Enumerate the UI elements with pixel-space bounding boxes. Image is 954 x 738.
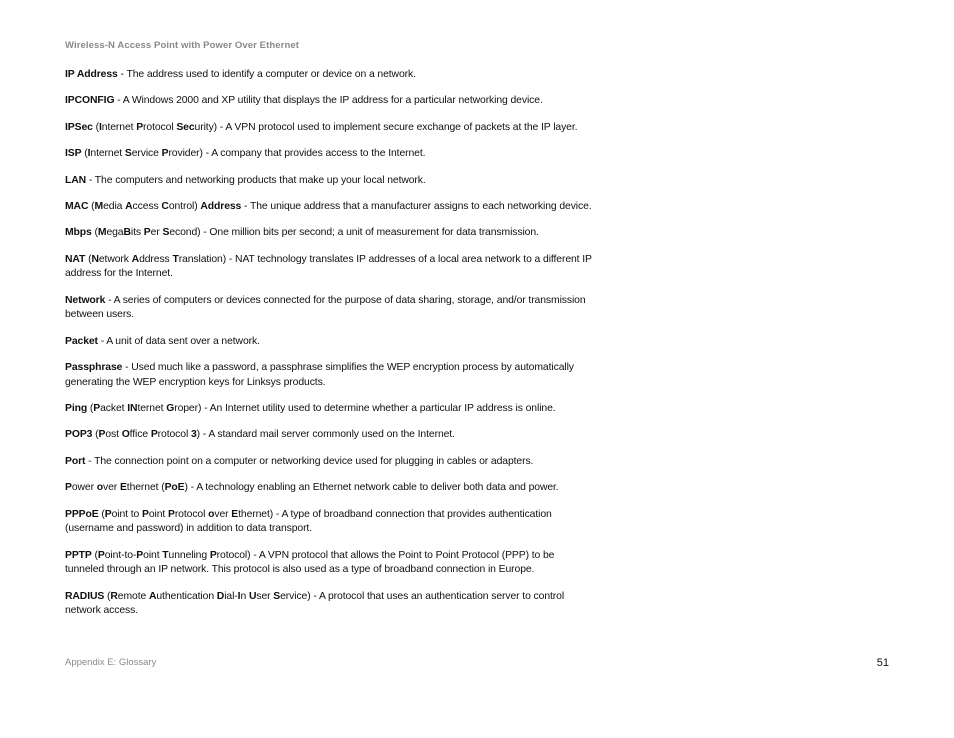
glossary-entry bbox=[65, 253, 595, 282]
glossary-text: econd) - One million bits per second; a unit of measurement for data transmission. bbox=[169, 227, 539, 239]
glossary-entry bbox=[65, 121, 595, 136]
glossary-text: ddress bbox=[139, 253, 173, 265]
glossary-text: rotocol bbox=[157, 429, 191, 441]
glossary-text: oint-to- bbox=[104, 549, 137, 561]
glossary-text: ternet bbox=[137, 403, 167, 415]
glossary-text: ( bbox=[92, 121, 99, 133]
glossary-term-bold: C bbox=[161, 200, 169, 212]
glossary-entry bbox=[65, 549, 595, 578]
glossary-text: n bbox=[240, 590, 249, 602]
glossary-term-bold: P bbox=[141, 508, 149, 520]
glossary-term-bold: Mbps bbox=[65, 227, 92, 239]
glossary-term-bold: T bbox=[172, 253, 179, 265]
glossary-term-bold: D bbox=[216, 590, 225, 602]
glossary-text: thernet ( bbox=[126, 482, 165, 494]
glossary-text: ( bbox=[87, 403, 94, 415]
glossary-entry bbox=[65, 335, 595, 350]
footer-section-title: Appendix E: Glossary bbox=[65, 657, 157, 668]
page-number: 51 bbox=[876, 657, 889, 669]
glossary-entry bbox=[65, 174, 595, 189]
glossary-term-bold: P bbox=[98, 429, 106, 441]
glossary-text: - The connection point on a computer or networking device used for plugging in cables or adapters. bbox=[85, 455, 534, 467]
glossary-text: rovider) - A company that provides access to the Internet. bbox=[168, 148, 426, 160]
glossary-term-bold: P bbox=[136, 121, 144, 133]
glossary-entry bbox=[65, 455, 595, 470]
glossary-text: - Used much like a password, a passphrase simplifies the WEP encryption process by automatically generating the WEP encryption keys for Linksys products. bbox=[65, 362, 574, 388]
glossary-term-bold: PPPoE bbox=[65, 508, 99, 520]
glossary-text: ver bbox=[214, 508, 232, 520]
glossary-entry bbox=[65, 94, 595, 109]
glossary-term-bold: U bbox=[248, 590, 257, 602]
glossary-term-bold: G bbox=[166, 403, 175, 415]
glossary-text: oint bbox=[148, 508, 168, 520]
glossary-text: ( bbox=[81, 148, 88, 160]
glossary-entry bbox=[65, 481, 595, 496]
glossary-term-bold: E bbox=[119, 482, 127, 494]
glossary-text: ervice) - A protocol that uses an authentication server to control network access. bbox=[65, 590, 565, 617]
glossary-term-bold: A bbox=[148, 590, 157, 602]
glossary-term-bold: R bbox=[110, 590, 118, 602]
glossary-text: ( bbox=[98, 508, 105, 520]
glossary-term-bold: Network bbox=[65, 294, 106, 306]
glossary-entry bbox=[65, 68, 595, 83]
glossary-text: ffice bbox=[129, 429, 151, 441]
glossary-term-bold: PoE bbox=[164, 482, 185, 494]
glossary-entry bbox=[65, 428, 595, 443]
glossary-text: unneling bbox=[168, 549, 210, 561]
glossary-term-bold: E bbox=[231, 508, 239, 520]
glossary-text: urity) - A VPN protocol used to implement secure exchange of packets at the IP layer. bbox=[194, 121, 578, 133]
glossary-term-bold: M bbox=[94, 200, 104, 212]
glossary-text: ) - A standard mail server commonly used on the Internet. bbox=[196, 429, 455, 441]
glossary-entry bbox=[65, 294, 595, 323]
glossary-term-bold: P bbox=[104, 508, 112, 520]
glossary-term-bold: M bbox=[97, 227, 107, 239]
glossary-term-bold: P bbox=[150, 429, 158, 441]
glossary-term-bold: P bbox=[93, 403, 101, 415]
glossary-text: ega bbox=[106, 227, 124, 239]
glossary-term-bold: A bbox=[131, 253, 140, 265]
glossary-term-bold: P bbox=[97, 549, 105, 561]
glossary-text: rotocol) - A VPN protocol that allows the Point to Point Protocol (PPP) to be tunneled through an IP network. This protocol is also used as a type of broadband connection in Europe. bbox=[65, 549, 555, 576]
glossary-term-bold: RADIUS bbox=[65, 590, 105, 602]
glossary-text: - The unique address that a manufacturer assigns to each networking device. bbox=[241, 200, 592, 212]
glossary-term-bold: S bbox=[124, 148, 132, 160]
glossary-term-bold: I bbox=[237, 590, 241, 602]
glossary-term-bold: IN bbox=[127, 403, 138, 415]
glossary-text: roper) - An Internet utility used to determine whether a particular IP address is online. bbox=[174, 403, 556, 415]
glossary-text: ) - A technology enabling an Ethernet network cable to deliver both data and power. bbox=[184, 482, 559, 494]
glossary-term-bold: P bbox=[209, 549, 217, 561]
glossary-entry bbox=[65, 200, 595, 215]
glossary-text: its bbox=[130, 227, 144, 239]
glossary-text: ervice bbox=[131, 148, 162, 160]
glossary-text: oint bbox=[143, 549, 163, 561]
glossary-text: er bbox=[150, 227, 163, 239]
glossary-term-bold: S bbox=[162, 227, 170, 239]
glossary-list bbox=[65, 68, 595, 631]
glossary-text: ower bbox=[71, 482, 97, 494]
glossary-text: edia bbox=[103, 200, 126, 212]
glossary-text: emote bbox=[117, 590, 149, 602]
glossary-term-bold: MAC bbox=[65, 200, 89, 212]
glossary-term-bold: IP Address bbox=[65, 69, 118, 80]
glossary-text: - A Windows 2000 and XP utility that displays the IP address for a particular networking device. bbox=[114, 95, 543, 107]
glossary-term-bold: POP3 bbox=[65, 429, 93, 441]
glossary-term-bold: Packet bbox=[65, 335, 98, 347]
glossary-entry bbox=[65, 361, 595, 390]
glossary-text: ver bbox=[103, 482, 120, 494]
glossary-entry bbox=[65, 590, 595, 619]
glossary-text: ( bbox=[92, 429, 99, 441]
glossary-text: - The computers and networking products that make up your local network. bbox=[86, 174, 426, 186]
glossary-term-bold: Port bbox=[65, 455, 86, 467]
glossary-text: ( bbox=[91, 549, 98, 561]
glossary-text: oint to bbox=[111, 508, 142, 520]
glossary-text: nternet bbox=[101, 121, 137, 133]
glossary-term-bold: I bbox=[87, 148, 91, 160]
glossary-text: acket bbox=[100, 403, 128, 415]
glossary-term-bold: o bbox=[96, 482, 104, 494]
glossary-text: ( bbox=[91, 227, 98, 239]
glossary-term-bold: LAN bbox=[65, 174, 87, 186]
glossary-text: etwork bbox=[98, 253, 132, 265]
glossary-text: - A series of computers or devices connected for the purpose of data sharing, storage, and/or transmission between users. bbox=[65, 294, 586, 321]
glossary-entry bbox=[65, 402, 595, 417]
glossary-text: thernet) - A type of broadband connection that provides authentication (username and password) in addition to data transport. bbox=[65, 508, 552, 535]
glossary-entry bbox=[65, 226, 595, 241]
glossary-entry bbox=[65, 147, 595, 162]
glossary-text: - The address used to identify a computer or device on a network. bbox=[117, 69, 416, 80]
glossary-term-bold: ISP bbox=[65, 148, 82, 160]
glossary-term-bold: P bbox=[167, 508, 175, 520]
glossary-text: rotocol bbox=[143, 121, 177, 133]
glossary-term-bold: IPCONFIG bbox=[65, 95, 115, 107]
glossary-term-bold: P bbox=[161, 148, 169, 160]
glossary-term-bold: N bbox=[91, 253, 99, 265]
glossary-text: ( bbox=[85, 253, 92, 265]
glossary-term-bold: B bbox=[123, 227, 131, 239]
glossary-term-bold: NAT bbox=[65, 253, 86, 265]
glossary-term-bold: P bbox=[136, 549, 144, 561]
glossary-term-bold: I bbox=[98, 121, 102, 133]
glossary-term-bold: Passphrase bbox=[65, 362, 123, 374]
glossary-text: rotocol bbox=[174, 508, 209, 520]
glossary-text: ranslation) - NAT technology translates IP addresses of a local area network to a different IP address for the Internet. bbox=[65, 253, 592, 280]
glossary-term-bold: o bbox=[208, 508, 215, 520]
glossary-text: ( bbox=[104, 590, 111, 602]
glossary-term-bold: IPSec bbox=[65, 121, 93, 133]
glossary-term-bold: A bbox=[125, 200, 133, 212]
glossary-term-bold: P bbox=[65, 482, 72, 494]
glossary-text: - A unit of data sent over a network. bbox=[97, 335, 260, 347]
running-header: Wireless-N Access Point with Power Over Ethernet bbox=[65, 40, 300, 51]
glossary-term-bold: Ping bbox=[65, 403, 88, 415]
glossary-text: uthentication bbox=[156, 590, 217, 602]
glossary-text: ontrol) bbox=[168, 200, 201, 212]
glossary-term-bold: PPTP bbox=[65, 549, 92, 561]
glossary-term-bold: T bbox=[162, 549, 169, 561]
glossary-term-bold: 3 bbox=[190, 429, 197, 441]
glossary-text: ost bbox=[105, 429, 122, 441]
glossary-entry bbox=[65, 508, 595, 537]
glossary-text: ( bbox=[88, 200, 95, 212]
glossary-term-bold: S bbox=[273, 590, 281, 602]
glossary-term-bold: Address bbox=[200, 200, 242, 212]
glossary-text: nternet bbox=[90, 148, 125, 160]
glossary-text: ial- bbox=[224, 590, 238, 602]
glossary-term-bold: P bbox=[143, 227, 151, 239]
glossary-text: ccess bbox=[132, 200, 162, 212]
glossary-term-bold: Sec bbox=[176, 121, 195, 133]
glossary-text: ser bbox=[256, 590, 274, 602]
glossary-term-bold: O bbox=[121, 429, 130, 441]
